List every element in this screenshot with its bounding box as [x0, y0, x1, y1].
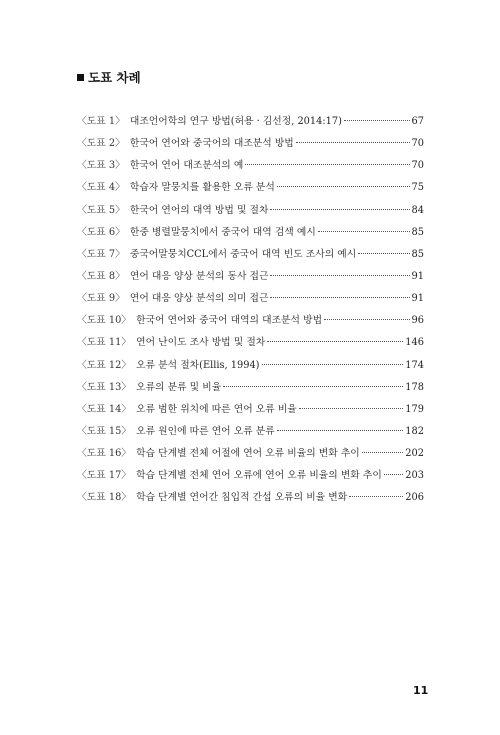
figure-page-number: 202 — [405, 448, 424, 460]
figure-page-number: 75 — [411, 182, 424, 194]
figure-title: 한국어 연어 대조분석의 예 — [129, 160, 244, 172]
section-title-text: 도표 차례 — [88, 70, 141, 85]
figure-page-number: 84 — [411, 204, 424, 216]
list-item[interactable] — [77, 200, 424, 222]
figure-page-number: 70 — [411, 138, 424, 150]
list-item[interactable] — [77, 443, 424, 465]
dot-leader — [270, 297, 409, 298]
figure-page-number: 67 — [411, 116, 424, 127]
figure-label: 〈도표 6〉 — [77, 226, 125, 238]
dot-leader — [349, 496, 403, 497]
figure-page-number: 146 — [405, 337, 424, 349]
figure-label: 〈도표 17〉 — [77, 470, 132, 482]
figure-page-number: 182 — [405, 425, 424, 437]
figure-page-number: 85 — [411, 248, 424, 260]
dot-leader — [318, 231, 410, 232]
figure-page-number: 179 — [405, 403, 424, 415]
dot-leader — [270, 275, 409, 276]
figure-label: 〈도표 7〉 — [77, 248, 125, 260]
figure-title: 연어 난이도 조사 방법 및 절차 — [136, 337, 266, 349]
figure-label: 〈도표 12〉 — [77, 359, 132, 371]
figure-page-number: 174 — [405, 359, 424, 371]
section-title — [77, 68, 141, 86]
figure-label: 〈도표 4〉 — [77, 182, 125, 194]
figure-title: 한국어 연어와 중국어 대역의 대조분석 방법 — [136, 315, 323, 327]
list-item[interactable] — [77, 266, 424, 288]
list-item[interactable] — [77, 332, 424, 354]
dot-leader — [358, 253, 409, 254]
figure-title: 오류 범한 위치에 따른 연어 오류 비율 — [136, 403, 297, 415]
figure-page-number: 91 — [411, 293, 424, 305]
figure-label: 〈도표 2〉 — [77, 138, 125, 150]
figure-label: 〈도표 11〉 — [77, 337, 132, 349]
figure-label: 〈도표 5〉 — [77, 204, 125, 216]
figure-page-number: 70 — [411, 160, 424, 172]
dot-leader — [267, 341, 403, 342]
figure-label: 〈도표 8〉 — [77, 270, 125, 282]
list-item[interactable] — [77, 399, 424, 421]
figure-title: 한중 병렬말뭉치에서 중국어 대역 검색 예시 — [129, 226, 316, 238]
dot-leader — [245, 164, 409, 165]
figure-label: 〈도표 10〉 — [77, 315, 132, 327]
figure-label: 〈도표 18〉 — [77, 492, 132, 504]
page-number: 11 — [413, 684, 429, 697]
figure-page-number: 178 — [405, 381, 424, 393]
figure-label: 〈도표 1〉 — [77, 116, 125, 127]
figure-title: 한국어 연어와 중국어의 대조분석 방법 — [129, 138, 294, 150]
figure-title: 한국어 연어의 대역 방법 및 절차 — [129, 204, 269, 216]
dot-leader — [223, 386, 403, 387]
figure-page-number: 203 — [405, 470, 424, 482]
list-item[interactable] — [77, 222, 424, 244]
list-item[interactable] — [77, 133, 424, 155]
figure-title: 학습 단계별 전체 연어 오류에 연어 오류 비율의 변화 추이 — [136, 470, 382, 482]
figure-title: 학습 단계별 연어간 침입적 간섭 오류의 비율 변화 — [136, 492, 348, 504]
figure-title: 중국어말뭉치CCL에서 중국어 대역 빈도 조사의 예시 — [129, 248, 357, 260]
dot-leader — [270, 209, 409, 210]
figure-page-number: 206 — [405, 492, 424, 504]
figure-label: 〈도표 3〉 — [77, 160, 125, 172]
list-item[interactable] — [77, 377, 424, 399]
dot-leader — [299, 408, 404, 409]
dot-leader — [362, 452, 404, 453]
figure-title: 오류 원인에 따른 연어 오류 분류 — [136, 425, 275, 437]
figure-title: 연어 대응 양상 분석의 의미 접근 — [129, 293, 269, 305]
list-item[interactable] — [77, 310, 424, 332]
list-item[interactable] — [77, 421, 424, 443]
list-item[interactable] — [77, 244, 424, 266]
dot-leader — [324, 319, 410, 320]
figure-label: 〈도표 13〉 — [77, 381, 132, 393]
square-bullet-icon — [77, 74, 84, 81]
dot-leader — [262, 364, 404, 365]
figure-title: 오류의 분류 및 비율 — [136, 381, 222, 393]
figure-title: 학습자 말뭉치를 활용한 오류 분석 — [129, 182, 275, 194]
figure-page-number: 85 — [411, 226, 424, 238]
figure-label: 〈도표 16〉 — [77, 448, 132, 460]
dot-leader — [384, 474, 403, 475]
list-item[interactable] — [77, 177, 424, 199]
dot-leader — [277, 430, 404, 431]
figure-title: 오류 분석 절차(Ellis, 1994) — [136, 359, 260, 371]
figure-page-number: 91 — [411, 270, 424, 282]
dot-leader — [296, 142, 410, 143]
list-item[interactable] — [77, 288, 424, 310]
list-item[interactable] — [77, 487, 424, 509]
figure-label: 〈도표 14〉 — [77, 403, 132, 415]
figure-title: 학습 단계별 전체 어절에 연어 오류 비율의 변화 추이 — [136, 448, 360, 460]
figure-label: 〈도표 9〉 — [77, 293, 125, 305]
figure-title: 대조언어학의 연구 방법(허용 · 김선정, 2014:17) — [129, 116, 342, 127]
figure-label: 〈도표 15〉 — [77, 425, 132, 437]
list-item[interactable] — [77, 355, 424, 377]
list-item[interactable] — [77, 155, 424, 177]
list-item[interactable] — [77, 465, 424, 487]
dot-leader — [277, 186, 410, 187]
figure-page-number: 96 — [411, 315, 424, 327]
figure-title: 연어 대응 양상 분석의 동사 접근 — [129, 270, 269, 282]
dot-leader — [344, 120, 410, 121]
figure-list — [77, 111, 424, 510]
list-item[interactable] — [77, 111, 424, 133]
